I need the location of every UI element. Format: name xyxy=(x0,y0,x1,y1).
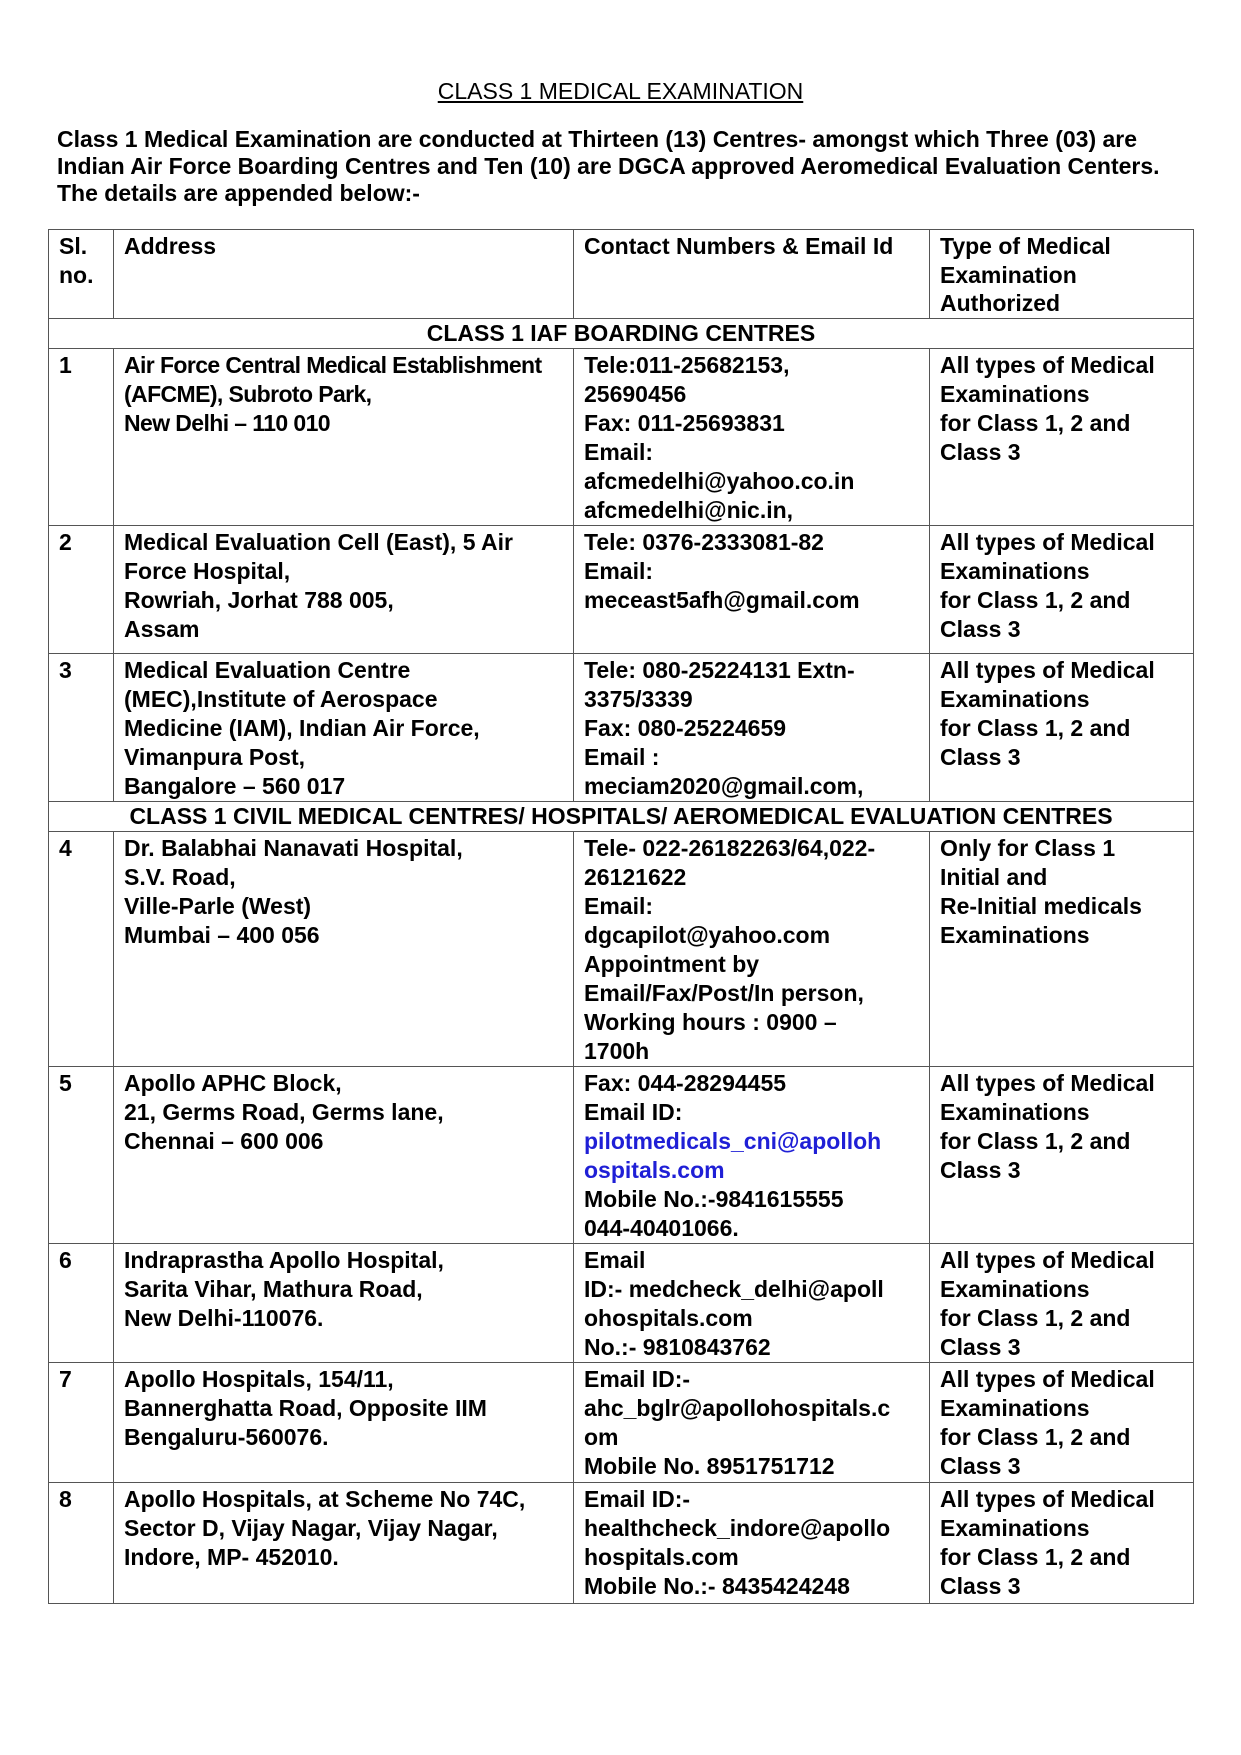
address-line: Ville-Parle (West) xyxy=(124,892,312,919)
email-link[interactable]: pilotmedicals_cni@apolloh xyxy=(584,1127,882,1154)
address-line: Dr. Balabhai Nanavati Hospital, xyxy=(124,834,463,861)
exam-type-cell xyxy=(930,1243,1194,1362)
contact-line: 25690456 xyxy=(584,380,687,407)
serial-number: 4 xyxy=(49,831,114,1066)
table-header-row xyxy=(49,230,1194,319)
serial-number: 2 xyxy=(49,525,114,653)
contact-line: om xyxy=(584,1423,619,1450)
type-line: All types of Medical xyxy=(940,656,1155,683)
contact-line: ID:- medcheck_delhi@apoll xyxy=(584,1275,884,1302)
contact-line: ahc_bglr@apollohospitals.c xyxy=(584,1394,891,1421)
contact-line: Tele:011-25682153, xyxy=(584,351,790,378)
contact-cell xyxy=(574,525,930,653)
type-line: for Class 1, 2 and xyxy=(940,409,1131,436)
address-line: New Delhi – 110 010 xyxy=(124,409,330,436)
address-line: Apollo Hospitals, 154/11, xyxy=(124,1365,394,1392)
address-line: Bengaluru-560076. xyxy=(124,1423,329,1450)
address-line: Indraprastha Apollo Hospital, xyxy=(124,1246,444,1273)
contact-line: Fax: 044-28294455 xyxy=(584,1069,787,1096)
contact-line: Email : xyxy=(584,743,660,770)
address-line: 21, Germs Road, Germs lane, xyxy=(124,1098,444,1125)
address-line: Apollo APHC Block, xyxy=(124,1069,342,1096)
type-line: Examinations xyxy=(940,557,1090,584)
section-heading: CLASS 1 IAF BOARDING CENTRES xyxy=(49,318,1194,348)
header-type: Type of Medical Examination Authorized xyxy=(930,230,1194,319)
address-line: Force Hospital, xyxy=(124,557,291,584)
type-line: Examinations xyxy=(940,380,1090,407)
contact-line: 044-40401066. xyxy=(584,1214,739,1241)
type-line: All types of Medical xyxy=(940,1069,1155,1096)
contact-line: Tele: 0376-2333081-82 xyxy=(584,528,824,555)
contact-line: Email: xyxy=(584,438,654,465)
contact-cell xyxy=(574,653,930,801)
contact-line: 1700h xyxy=(584,1037,650,1064)
table-row xyxy=(49,831,1194,1066)
contact-line: Fax: 011-25693831 xyxy=(584,409,785,436)
type-line: Examinations xyxy=(940,685,1090,712)
contact-cell xyxy=(574,1066,930,1243)
type-line: All types of Medical xyxy=(940,528,1155,555)
address-line: Indore, MP- 452010. xyxy=(124,1543,339,1570)
exam-type-cell xyxy=(930,1482,1194,1603)
contact-line: 26121622 xyxy=(584,863,687,890)
address-line: New Delhi-110076. xyxy=(124,1304,324,1331)
header-contact: Contact Numbers & Email Id xyxy=(574,230,930,319)
serial-number: 6 xyxy=(49,1243,114,1362)
contact-line: Email xyxy=(584,1246,646,1273)
table-row xyxy=(49,1243,1194,1362)
address-line: Bannerghatta Road, Opposite IIM xyxy=(124,1394,487,1421)
contact-line: healthcheck_indore@apollo xyxy=(584,1514,891,1541)
address-line: Apollo Hospitals, at Scheme No 74C, xyxy=(124,1485,526,1512)
address-line: Mumbai – 400 056 xyxy=(124,921,320,948)
type-line: Examinations xyxy=(940,1394,1090,1421)
exam-type-cell xyxy=(930,1066,1194,1243)
exam-type-cell xyxy=(930,525,1194,653)
intro-paragraph: Class 1 Medical Examination are conducted at Thirteen (13) Centres- amongst which Three (03) are Indian Air Force Boarding Centres and Ten (10) are DGCA approved Aeromedical Evaluation Centers. The details are appended below:- xyxy=(57,126,1160,206)
contact-line: Mobile No.:- 8435424248 xyxy=(584,1572,850,1599)
type-line: Class 3 xyxy=(940,1452,1021,1479)
table-row xyxy=(49,1362,1194,1482)
address-cell xyxy=(114,1066,574,1243)
type-line: Class 3 xyxy=(940,438,1021,465)
address-cell xyxy=(114,348,574,525)
header-sl: Sl. no. xyxy=(49,230,114,319)
contact-line: Email ID:- xyxy=(584,1365,691,1392)
address-cell xyxy=(114,653,574,801)
type-line: All types of Medical xyxy=(940,1365,1155,1392)
centres-table xyxy=(48,229,1194,1604)
contact-line: afcmedelhi@yahoo.co.in xyxy=(584,467,855,494)
address-line: Vimanpura Post, xyxy=(124,743,306,770)
address-cell xyxy=(114,1243,574,1362)
type-line: Examinations xyxy=(940,1275,1090,1302)
address-cell xyxy=(114,525,574,653)
address-cell xyxy=(114,831,574,1066)
table-row xyxy=(49,1066,1194,1243)
contact-line: afcmedelhi@nic.in, xyxy=(584,496,794,523)
type-line: for Class 1, 2 and xyxy=(940,1304,1131,1331)
serial-number: 1 xyxy=(49,348,114,525)
address-line: S.V. Road, xyxy=(124,863,236,890)
section-heading: CLASS 1 CIVIL MEDICAL CENTRES/ HOSPITALS/ AEROMEDICAL EVALUATION CENTRES xyxy=(49,801,1194,831)
contact-line: Working hours : 0900 – xyxy=(584,1008,837,1035)
address-line: (AFCME), Subroto Park, xyxy=(124,380,372,407)
type-line: Class 3 xyxy=(940,743,1021,770)
type-line: Class 3 xyxy=(940,1333,1021,1360)
type-line: Only for Class 1 xyxy=(940,834,1116,861)
type-line: for Class 1, 2 and xyxy=(940,1543,1131,1570)
section-row-iaf xyxy=(49,318,1194,348)
type-line: All types of Medical xyxy=(940,1246,1155,1273)
address-line: Assam xyxy=(124,615,200,642)
type-line: Re-Initial medicals xyxy=(940,892,1142,919)
type-line: Examinations xyxy=(940,1514,1090,1541)
serial-number: 5 xyxy=(49,1066,114,1243)
type-line: for Class 1, 2 and xyxy=(940,586,1131,613)
type-line: Initial and xyxy=(940,863,1048,890)
type-line: Examinations xyxy=(940,921,1090,948)
contact-line: Tele- 022-26182263/64,022- xyxy=(584,834,876,861)
contact-line: Email: xyxy=(584,892,654,919)
type-line: for Class 1, 2 and xyxy=(940,1127,1131,1154)
type-line: for Class 1, 2 and xyxy=(940,714,1131,741)
contact-line: Email ID:- xyxy=(584,1485,691,1512)
page-title: CLASS 1 MEDICAL EXAMINATION xyxy=(437,78,804,104)
contact-cell xyxy=(574,1482,930,1603)
email-link[interactable]: ospitals.com xyxy=(584,1156,725,1183)
address-line: Medical Evaluation Centre xyxy=(124,656,411,683)
address-line: Medical Evaluation Cell (East), 5 Air xyxy=(124,528,513,555)
type-line: All types of Medical xyxy=(940,351,1155,378)
address-line: Rowriah, Jorhat 788 005, xyxy=(124,586,394,613)
address-line: Bangalore – 560 017 xyxy=(124,772,346,799)
contact-line: Email: xyxy=(584,557,654,584)
address-line: Medicine (IAM), Indian Air Force, xyxy=(124,714,480,741)
table-row xyxy=(49,653,1194,801)
contact-line: No.:- 9810843762 xyxy=(584,1333,771,1360)
contact-cell xyxy=(574,1362,930,1482)
contact-line: Email/Fax/Post/In person, xyxy=(584,979,864,1006)
header-address: Address xyxy=(114,230,574,319)
address-line: (MEC),Institute of Aerospace xyxy=(124,685,438,712)
serial-number: 8 xyxy=(49,1482,114,1603)
section-row-civil xyxy=(49,801,1194,831)
exam-type-cell xyxy=(930,831,1194,1066)
contact-line: Mobile No. 8951751712 xyxy=(584,1452,835,1479)
exam-type-cell xyxy=(930,653,1194,801)
address-line: Sarita Vihar, Mathura Road, xyxy=(124,1275,423,1302)
contact-line: Tele: 080-25224131 Extn- xyxy=(584,656,855,683)
table-row xyxy=(49,348,1194,525)
address-line: Air Force Central Medical Establishment xyxy=(124,351,542,378)
type-line: Examinations xyxy=(940,1098,1090,1125)
table-body xyxy=(49,318,1194,1603)
contact-cell xyxy=(574,831,930,1066)
serial-number: 7 xyxy=(49,1362,114,1482)
address-line: Sector D, Vijay Nagar, Vijay Nagar, xyxy=(124,1514,498,1541)
type-line: Class 3 xyxy=(940,1156,1021,1183)
exam-type-cell xyxy=(930,1362,1194,1482)
address-cell xyxy=(114,1482,574,1603)
contact-line: Email ID: xyxy=(584,1098,683,1125)
contact-line: meceast5afh@gmail.com xyxy=(584,586,860,613)
type-line: for Class 1, 2 and xyxy=(940,1423,1131,1450)
type-line: All types of Medical xyxy=(940,1485,1155,1512)
contact-line: Fax: 080-25224659 xyxy=(584,714,787,741)
address-cell xyxy=(114,1362,574,1482)
type-line: Class 3 xyxy=(940,1572,1021,1599)
type-line: Class 3 xyxy=(940,615,1021,642)
contact-line: dgcapilot@yahoo.com xyxy=(584,921,831,948)
contact-cell xyxy=(574,1243,930,1362)
contact-line: 3375/3339 xyxy=(584,685,693,712)
contact-line: hospitals.com xyxy=(584,1543,739,1570)
contact-line: ohospitals.com xyxy=(584,1304,753,1331)
contact-line: Mobile No.:-9841615555 xyxy=(584,1185,844,1212)
contact-cell xyxy=(574,348,930,525)
serial-number: 3 xyxy=(49,653,114,801)
exam-type-cell xyxy=(930,348,1194,525)
table-row xyxy=(49,525,1194,653)
address-line: Chennai – 600 006 xyxy=(124,1127,324,1154)
table-row xyxy=(49,1482,1194,1603)
contact-line: Appointment by xyxy=(584,950,760,977)
contact-line: meciam2020@gmail.com, xyxy=(584,772,864,799)
